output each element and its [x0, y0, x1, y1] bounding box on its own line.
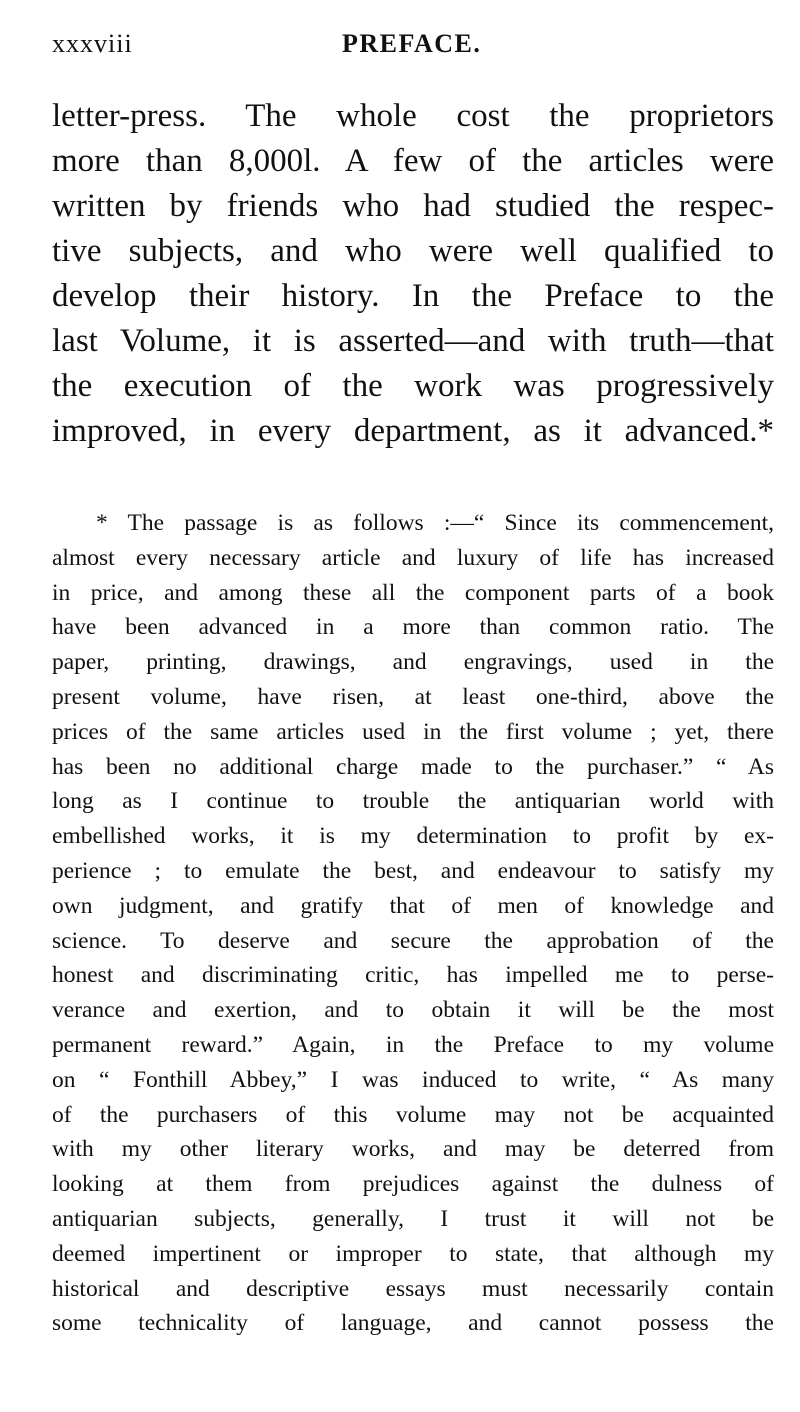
footnote-line: prices of the same articles used in the first volume ; yet, there [52, 718, 774, 745]
footnote-line: honest and discriminating critic, has impelled me to perse- [52, 962, 774, 989]
footnote-line: own judgment, and gratify that of men of knowledge and [52, 892, 774, 919]
footnote-line: present volume, have risen, at least one-third, above the [52, 683, 774, 710]
body-line: develop their history. In the Preface to the [52, 278, 774, 314]
body-line: last Volume, it is asserted—and with truth—that [52, 323, 774, 359]
footnote-line: historical and descriptive essays must necessarily contain [52, 1275, 774, 1302]
main-paragraph [52, 94, 774, 454]
body-line: more than 8,000l. A few of the articles were [52, 143, 774, 179]
footnote-line: permanent reward.” Again, in the Preface to my volume [52, 1031, 774, 1058]
footnote-line: looking at them from prejudices against the dulness of [52, 1171, 774, 1198]
footnote-line: perience ; to emulate the best, and endeavour to satisfy my [52, 857, 774, 884]
footnote-line: of the purchasers of this volume may not be acquainted [52, 1101, 774, 1128]
body-line: the execution of the work was progressively [52, 368, 774, 404]
footnote-line: in price, and among these all the component parts of a book [52, 579, 774, 606]
footnote-line: science. To deserve and secure the approbation of the [52, 927, 774, 954]
footnote-line: antiquarian subjects, generally, I trust it will not be [52, 1205, 774, 1232]
footnote-line: on “ Fonthill Abbey,” I was induced to write, “ As many [52, 1066, 774, 1093]
body-line: tive subjects, and who were well qualified to [52, 233, 774, 269]
body-line: letter-press. The whole cost the proprietors [52, 98, 774, 134]
footnote-line: almost every necessary article and luxury of life has increased [52, 544, 774, 571]
footnote [52, 506, 774, 1341]
footnote-line: paper, printing, drawings, and engravings, used in the [52, 649, 774, 676]
footnote-line: some technicality of language, and cannot possess the [52, 1310, 774, 1337]
footnote-line: has been no additional charge made to the purchaser.” “ As [52, 753, 774, 780]
body-line: written by friends who had studied the respec- [52, 188, 774, 224]
footnote-line: deemed impertinent or improper to state, that although my [52, 1240, 774, 1267]
footnote-line: have been advanced in a more than common ratio. The [52, 614, 774, 641]
body-line: improved, in every department, as it advanced.* [52, 413, 774, 449]
running-head: PREFACE. [342, 29, 482, 58]
page-header [52, 26, 774, 62]
footnote-line: verance and exertion, and to obtain it will be the most [52, 997, 774, 1024]
footnote-line: embellished works, it is my determination to profit by ex- [52, 823, 774, 850]
footnote-line: * The passage is as follows :—“ Since its commencement, [96, 510, 774, 536]
footnote-line: with my other literary works, and may be deterred from [52, 1136, 774, 1163]
page-number: xxxviii [52, 29, 133, 58]
footnote-line: long as I continue to trouble the antiquarian world with [52, 788, 774, 815]
